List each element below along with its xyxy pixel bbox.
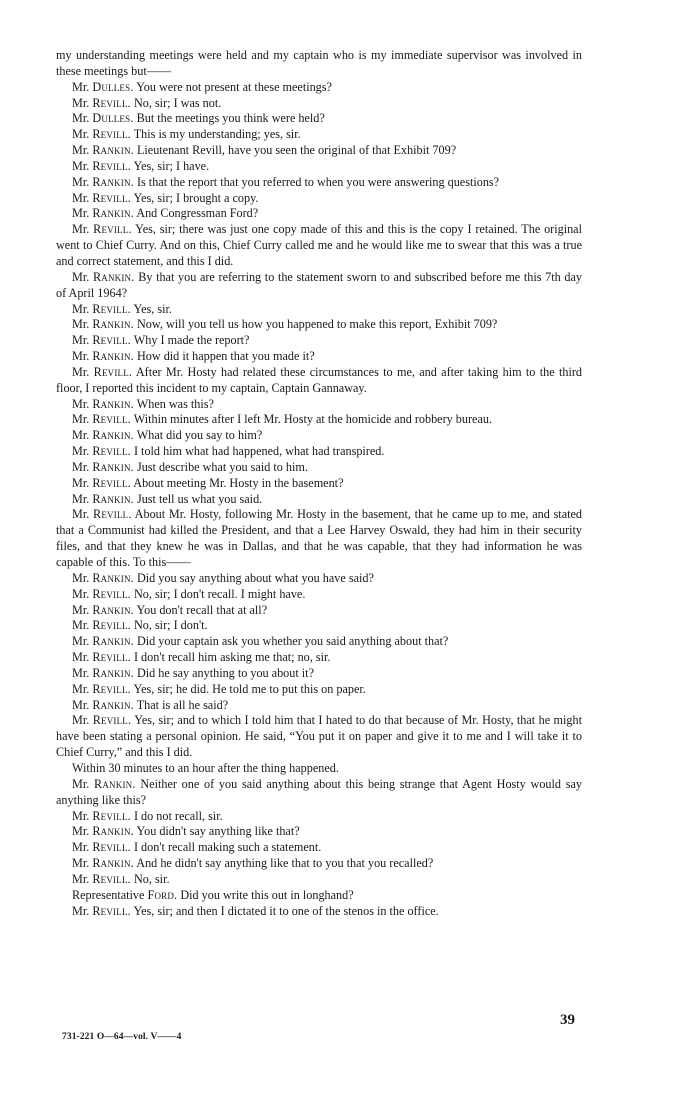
transcript-paragraph: [56, 333, 582, 349]
speech-text: No, sir.: [133, 871, 170, 886]
speaker-label: Mr. Rankin.: [72, 459, 134, 474]
speaker-label: Mr. Rankin.: [72, 396, 134, 411]
transcript-paragraph: [56, 397, 582, 413]
transcript-paragraph: [56, 888, 582, 904]
transcript-paragraph: [56, 761, 582, 777]
speech-text: Did your captain ask you whether you said anything about that?: [136, 634, 449, 649]
speech-text: Yes, sir; and then I dictated it to one of the stenos in the office.: [133, 903, 439, 918]
speaker-label: Mr. Revill.: [72, 95, 131, 110]
speech-text: Yes, sir; there was just one copy made of this and this is the copy I retained. The original went to Chief Curry. And on this, Chief Curry called me and he would like me to swear that this was a true and correct statement, and this I did.: [56, 222, 582, 268]
speech-text: No, sir; I was not.: [133, 95, 222, 110]
speech-text: Is that the report that you referred to when you were answering questions?: [136, 174, 500, 189]
speech-text: Within minutes after I left Mr. Hosty at the homicide and robbery bureau.: [133, 412, 492, 427]
speech-text: About meeting Mr. Hosty in the basement?: [133, 475, 344, 490]
speaker-label: Mr. Revill.: [72, 190, 131, 205]
speaker-label: Mr. Rankin.: [72, 634, 134, 649]
transcript-paragraph: [56, 698, 582, 714]
speech-text: Yes, sir.: [133, 301, 172, 316]
speaker-label: Mr. Rankin.: [72, 349, 134, 364]
speech-text: Lieutenant Revill, have you seen the original of that Exhibit 709?: [136, 143, 457, 158]
speaker-label: Mr. Rankin.: [72, 776, 136, 791]
speech-text: Just tell us what you said.: [136, 491, 263, 506]
speaker-label: Mr. Rankin.: [72, 824, 134, 839]
transcript-paragraph: [56, 317, 582, 333]
speaker-label: Mr. Revill.: [72, 333, 131, 348]
speaker-label: Mr. Revill.: [72, 871, 131, 886]
speech-text: Now, will you tell us how you happened to make this report, Exhibit 709?: [136, 317, 498, 332]
speech-text: Just describe what you said to him.: [136, 459, 308, 474]
speaker-label: Mr. Revill.: [72, 507, 132, 522]
transcript-paragraph: [56, 159, 582, 175]
speaker-label: Representative Ford.: [72, 887, 178, 902]
speaker-label: Mr. Rankin.: [72, 602, 134, 617]
speech-text: I don't recall him asking me that; no, sir.: [133, 650, 331, 665]
print-code: 731-221 O—64—vol. V——4: [62, 1032, 182, 1042]
transcript-paragraph: [56, 507, 582, 570]
transcript-paragraph: [56, 856, 582, 872]
speaker-label: Mr. Revill.: [72, 713, 132, 728]
speaker-label: Mr. Dulles.: [72, 79, 134, 94]
speech-text: Did you say anything about what you have said?: [136, 570, 374, 585]
speech-text: That is all he said?: [136, 697, 229, 712]
page-number: 39: [560, 1012, 575, 1028]
transcript-paragraph: [56, 824, 582, 840]
speech-text: Yes, sir; and to which I told him that I hated to do that because of Mr. Hosty, that he might have been stating a personal opinion. He said, “You put it on paper and give it to me and I will take it to Chief Curry,” and this I did.: [56, 713, 582, 760]
speaker-label: Mr. Revill.: [72, 650, 131, 665]
speech-text: And Congressman Ford?: [136, 206, 259, 221]
speech-text: Did he say anything to you about it?: [136, 665, 314, 680]
transcript-paragraph: [56, 302, 582, 318]
transcript-paragraph: [56, 428, 582, 444]
speech-text: After Mr. Hosty had related these circumstances to me, and after taking him to the third floor, I reported this incident to my captain, Captain Gannaway.: [56, 364, 582, 395]
transcript-paragraph: [56, 666, 582, 682]
speech-text: Neither one of you said anything about this being strange that Agent Hosty would say anything like this?: [56, 776, 582, 807]
speech-text: You didn't say anything like that?: [136, 824, 300, 839]
speaker-label: Mr. Revill.: [72, 364, 133, 379]
transcript-paragraph: [56, 127, 582, 143]
transcript-paragraph: [56, 840, 582, 856]
transcript-paragraph: [56, 460, 582, 476]
speaker-label: Mr. Rankin.: [72, 174, 134, 189]
speech-text: Yes, sir; I brought a copy.: [133, 190, 259, 205]
speech-text: About Mr. Hosty, following Mr. Hosty in the basement, that he came up to me, and stated that a Communist had killed the President, and that a Lee Harvey Oswald, they had him in their security files, and that they knew he was in Dallas, and that he was capable, that they had information he was capable of this. To this——: [56, 507, 582, 569]
speaker-label: Mr. Revill.: [72, 444, 131, 459]
speech-text: No, sir; I don't recall. I might have.: [133, 586, 306, 601]
transcript-paragraph: [56, 191, 582, 207]
speaker-label: Mr. Revill.: [72, 840, 131, 855]
speech-text: You were not present at these meetings?: [136, 79, 332, 94]
speaker-label: Mr. Dulles.: [72, 111, 134, 126]
transcript-paragraph: [56, 571, 582, 587]
speaker-label: Mr. Rankin.: [72, 491, 134, 506]
speech-text: Did you write this out in longhand?: [180, 887, 354, 902]
transcript-paragraph: [56, 270, 582, 302]
speaker-label: Mr. Rankin.: [72, 143, 134, 158]
transcript-paragraph: [56, 618, 582, 634]
transcript-page: [56, 48, 582, 919]
speech-text: And he didn't say anything like that to you that you recalled?: [136, 856, 434, 871]
speech-text: No, sir; I don't.: [133, 618, 208, 633]
transcript-paragraph: [56, 143, 582, 159]
speech-text: What did you say to him?: [136, 428, 263, 443]
transcript-paragraph: [56, 476, 582, 492]
testimony-transcript: [56, 48, 582, 919]
transcript-paragraph: [56, 80, 582, 96]
transcript-paragraph: [56, 96, 582, 112]
speech-text: I told him what had happened, what had transpired.: [133, 444, 385, 459]
transcript-paragraph: [56, 634, 582, 650]
transcript-paragraph: [56, 603, 582, 619]
transcript-paragraph: [56, 713, 582, 761]
transcript-paragraph: [56, 365, 582, 397]
transcript-paragraph: [56, 777, 582, 809]
speaker-label: Mr. Revill.: [72, 475, 131, 490]
speech-text: This is my understanding; yes, sir.: [133, 127, 301, 142]
transcript-paragraph: [56, 111, 582, 127]
speaker-label: Mr. Rankin.: [72, 206, 134, 221]
transcript-paragraph: [56, 682, 582, 698]
speaker-label: Mr. Rankin.: [72, 269, 135, 284]
transcript-paragraph: [56, 444, 582, 460]
transcript-paragraph: [56, 587, 582, 603]
speaker-label: Mr. Rankin.: [72, 856, 134, 871]
speaker-label: Mr. Rankin.: [72, 570, 134, 585]
speech-text: Yes, sir; he did. He told me to put this on paper.: [133, 681, 366, 696]
speech-text: You don't recall that at all?: [136, 602, 268, 617]
speaker-label: Mr. Revill.: [72, 808, 131, 823]
speech-text: Yes, sir; I have.: [133, 158, 210, 173]
transcript-paragraph: [56, 175, 582, 191]
speaker-label: Mr. Revill.: [72, 301, 131, 316]
speaker-label: Mr. Rankin.: [72, 697, 134, 712]
speech-text: I do not recall, sir.: [133, 808, 223, 823]
transcript-paragraph: [56, 809, 582, 825]
transcript-paragraph: [56, 48, 582, 80]
speaker-label: Mr. Revill.: [72, 681, 131, 696]
transcript-paragraph: [56, 650, 582, 666]
transcript-paragraph: [56, 872, 582, 888]
speech-text: Why I made the report?: [133, 333, 250, 348]
speaker-label: Mr. Revill.: [72, 127, 131, 142]
speaker-label: Mr. Revill.: [72, 586, 131, 601]
speech-text: But the meetings you think were held?: [136, 111, 325, 126]
speaker-label: Mr. Revill.: [72, 903, 131, 918]
speaker-label: Mr. Revill.: [72, 222, 132, 237]
speech-text: I don't recall making such a statement.: [133, 840, 322, 855]
speech-text: my understanding meetings were held and my captain who is my immediate supervisor was involved in these meetings but——: [56, 48, 582, 78]
transcript-paragraph: [56, 492, 582, 508]
speaker-label: Mr. Revill.: [72, 412, 131, 427]
speaker-label: Mr. Rankin.: [72, 665, 134, 680]
speaker-label: Mr. Revill.: [72, 618, 131, 633]
transcript-paragraph: [56, 412, 582, 428]
speech-text: By that you are referring to the statement sworn to and subscribed before me this 7th day of April 1964?: [56, 269, 582, 300]
speaker-label: Mr. Rankin.: [72, 428, 134, 443]
transcript-paragraph: [56, 349, 582, 365]
transcript-paragraph: [56, 904, 582, 920]
speech-text: How did it happen that you made it?: [136, 349, 315, 364]
speaker-label: Mr. Rankin.: [72, 317, 134, 332]
transcript-paragraph: [56, 206, 582, 222]
speech-text: When was this?: [136, 396, 214, 411]
transcript-paragraph: [56, 222, 582, 270]
speaker-label: Mr. Revill.: [72, 158, 131, 173]
speech-text: Within 30 minutes to an hour after the thing happened.: [72, 760, 339, 775]
